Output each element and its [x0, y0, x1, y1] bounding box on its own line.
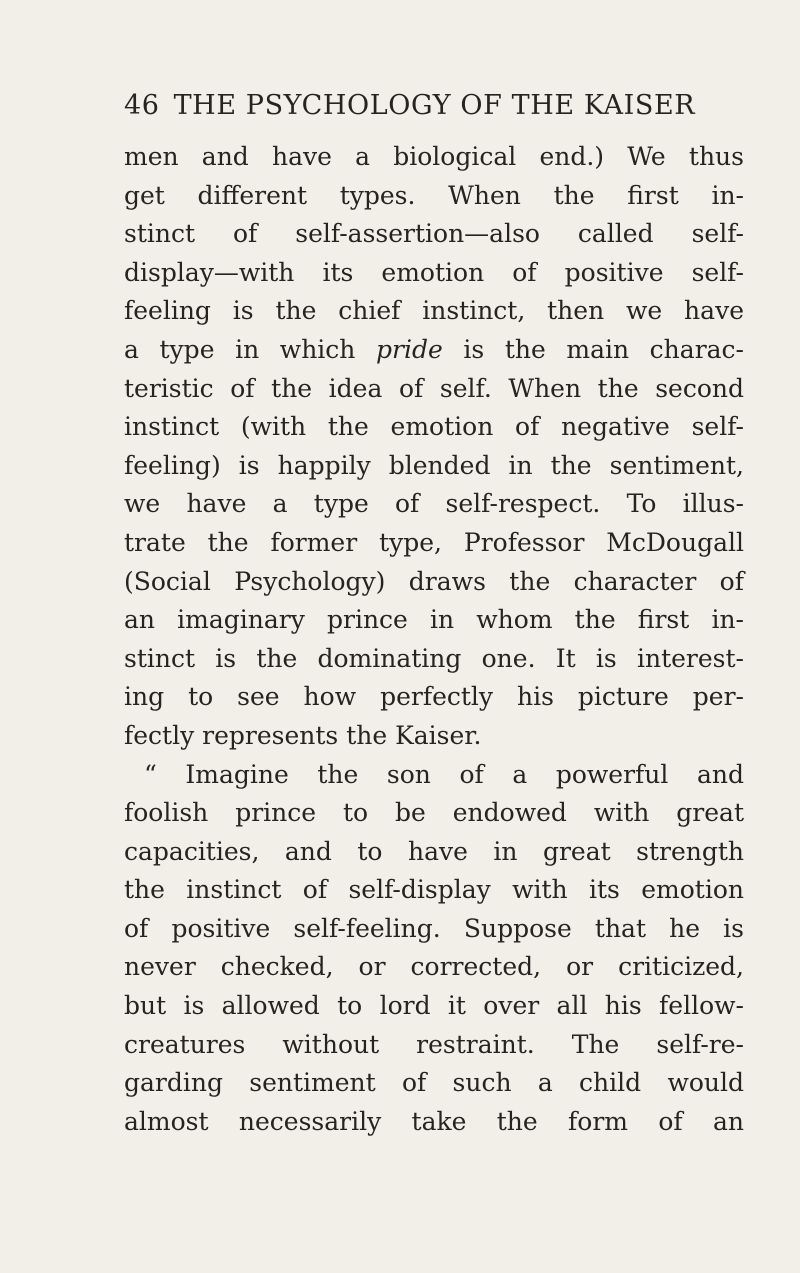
text-line: men and have a biological end.) We thus [124, 142, 744, 171]
italic-word: pride [376, 334, 443, 364]
text-line: “ Imagine the son of a powerful and [144, 759, 744, 789]
text-line: creatures without restraint. The self-re- [124, 1029, 744, 1059]
text-line: trate the former type, Professor McDougall [124, 527, 744, 557]
text-line: get different types. When the first in- [124, 180, 744, 210]
text-line: stinct of self-assertion—also called self- [124, 219, 744, 249]
text-line: never checked, or corrected, or criticized, [124, 952, 744, 982]
text-line: the instinct of self-display with its emotion [124, 875, 744, 905]
text-line: almost necessarily take the form of an [124, 1106, 744, 1136]
page-number: 46 [124, 90, 160, 121]
text-line: we have a type of self-respect. To illus- [124, 489, 744, 519]
text-line: display—with its emotion of positive self- [124, 257, 744, 287]
text-line: foolish prince to be endowed with great [124, 798, 744, 828]
text-line: teristic of the idea of self. When the second [124, 373, 744, 403]
text-line: of positive self-feeling. Suppose that he is [124, 913, 744, 943]
running-header [124, 90, 695, 121]
text-line: instinct (with the emotion of negative self- [124, 412, 744, 442]
text-line: (Social Psychology) draws the character of [124, 566, 744, 596]
text-line: feeling) is happily blended in the sentiment, [124, 450, 744, 480]
text-line: capacities, and to have in great strength [124, 836, 744, 866]
text-line: fectly represents the Kaiser. [124, 720, 482, 750]
body-text [124, 138, 744, 1141]
text-fragment: is the main charac- [442, 334, 744, 364]
text-line: feeling is the chief instinct, then we have [124, 296, 744, 326]
text-line [124, 331, 744, 370]
running-title: THE PSYCHOLOGY OF THE KAISER [173, 90, 696, 121]
text-fragment: a type in which [124, 334, 377, 364]
text-line: an imaginary prince in whom the first in- [124, 605, 744, 635]
text-line: ing to see how perfectly his picture per- [124, 682, 744, 712]
text-line: but is allowed to lord it over all his fellow- [124, 991, 744, 1021]
text-line: stinct is the dominating one. It is interest- [124, 643, 744, 673]
text-line: garding sentiment of such a child would [124, 1068, 744, 1098]
